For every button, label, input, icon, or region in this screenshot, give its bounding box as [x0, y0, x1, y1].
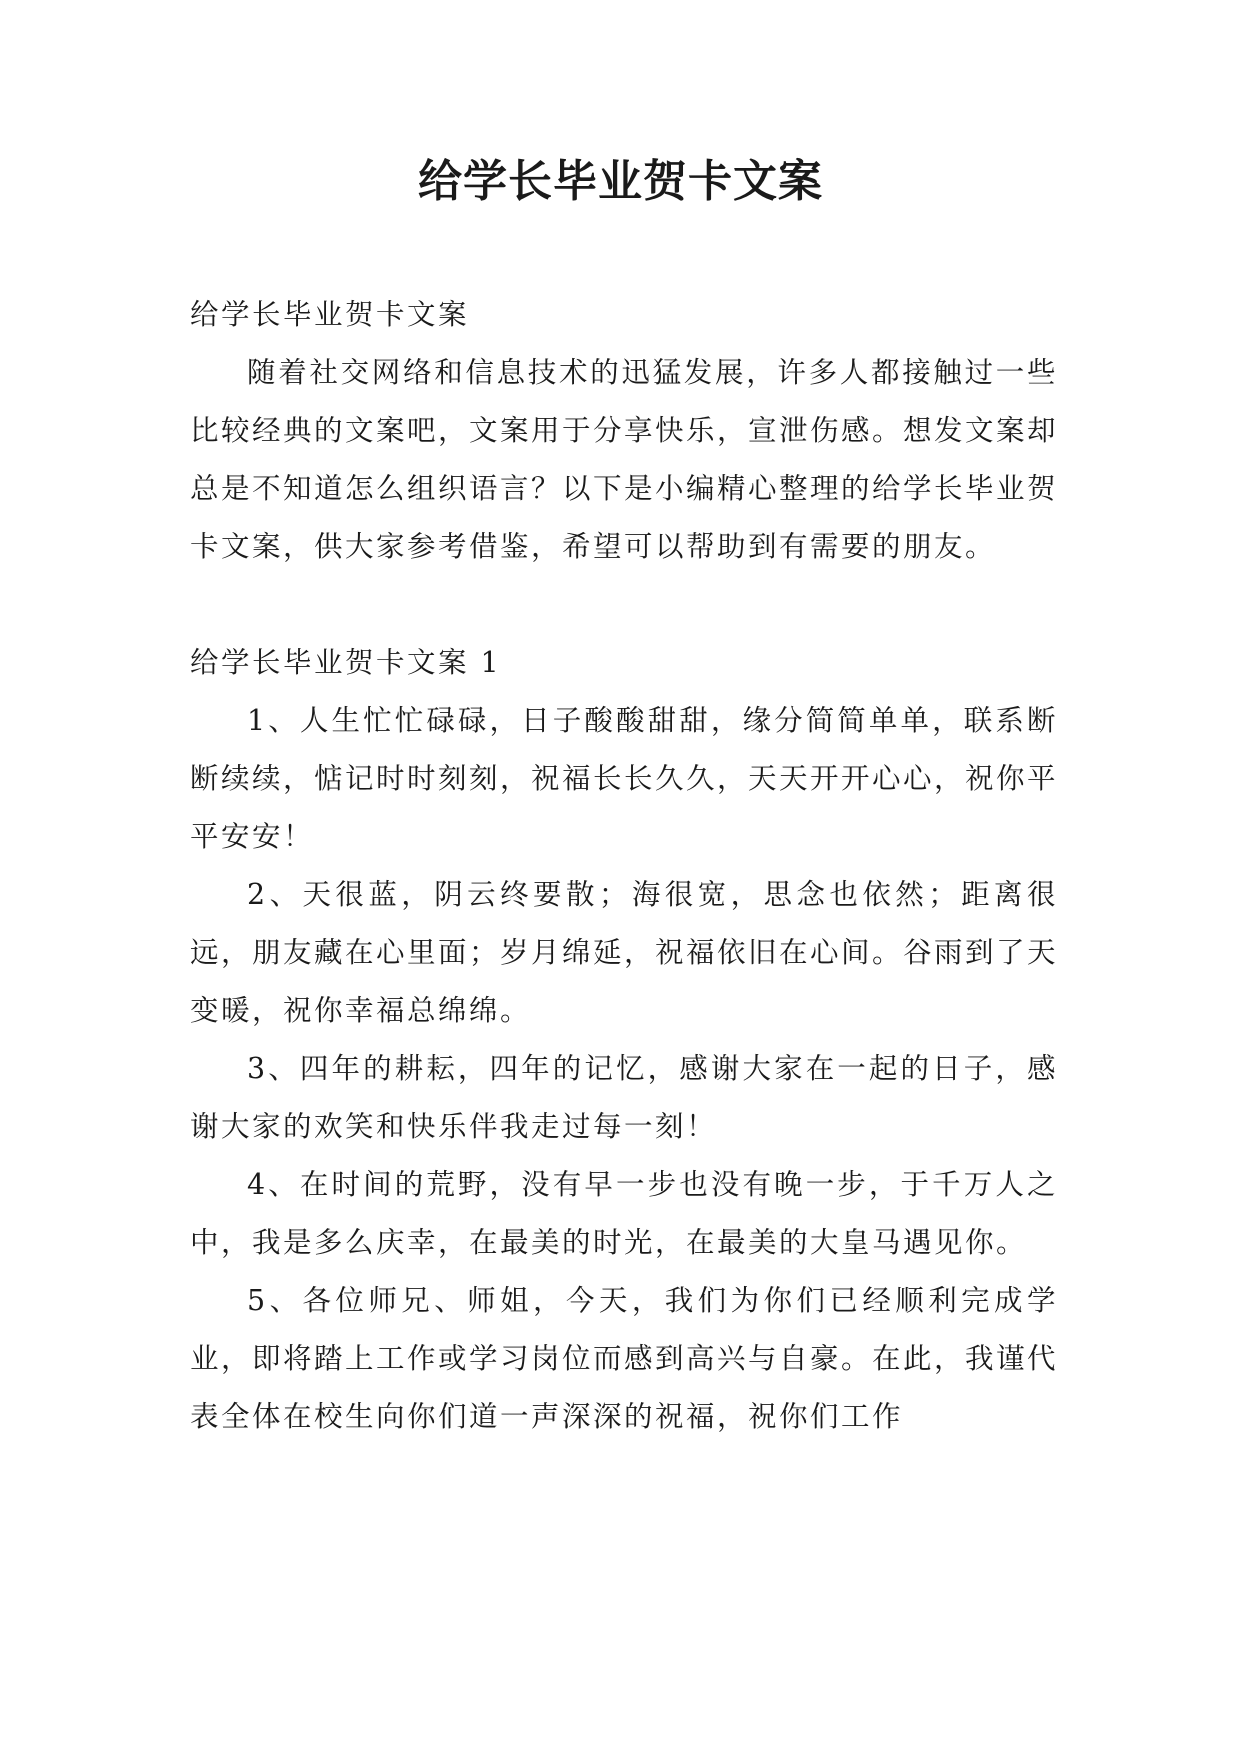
list-item: 4、在时间的荒野，没有早一步也没有晚一步，于千万人之中，我是多么庆幸，在最美的时光，在最美的大皇马遇见你。 — [190, 1168, 1058, 1259]
list-item: 2、天很蓝，阴云终要散；海很宽，思念也依然；距离很远，朋友藏在心里面；岁月绵延，祝福依旧在心间。谷雨到了天变暖，祝你幸福总绵绵。 — [190, 878, 1059, 1027]
document-body — [190, 286, 1058, 1446]
list-item: 3、四年的耕耘，四年的记忆，感谢大家在一起的日子，感谢大家的欢笑和快乐伴我走过每一刻！ — [190, 1052, 1058, 1143]
intro-heading: 给学长毕业贺卡文案 — [190, 298, 470, 331]
intro-paragraph: 随着社交网络和信息技术的迅猛发展，许多人都接触过一些比较经典的文案吧，文案用于分享快乐，宣泄伤感。想发文案却总是不知道怎么组织语言？以下是小编精心整理的给学长毕业贺卡文案，供大家参考借鉴，希望可以帮助到有需要的朋友。 — [190, 356, 1059, 563]
section-heading: 给学长毕业贺卡文案 1 — [190, 646, 502, 679]
list-item: 1、人生忙忙碌碌，日子酸酸甜甜，缘分简简单单，联系断断续续，惦记时时刻刻，祝福长长久久，天天开开心心，祝你平平安安！ — [190, 704, 1059, 853]
document-title: 给学长毕业贺卡文案 — [418, 156, 823, 207]
list-item: 5、各位师兄、师姐，今天，我们为你们已经顺利完成学业，即将踏上工作或学习岗位而感到高兴与自豪。在此，我谨代表全体在校生向你们道一声深深的祝福，祝你们工作 — [190, 1284, 1059, 1433]
section-spacer — [190, 576, 1058, 634]
